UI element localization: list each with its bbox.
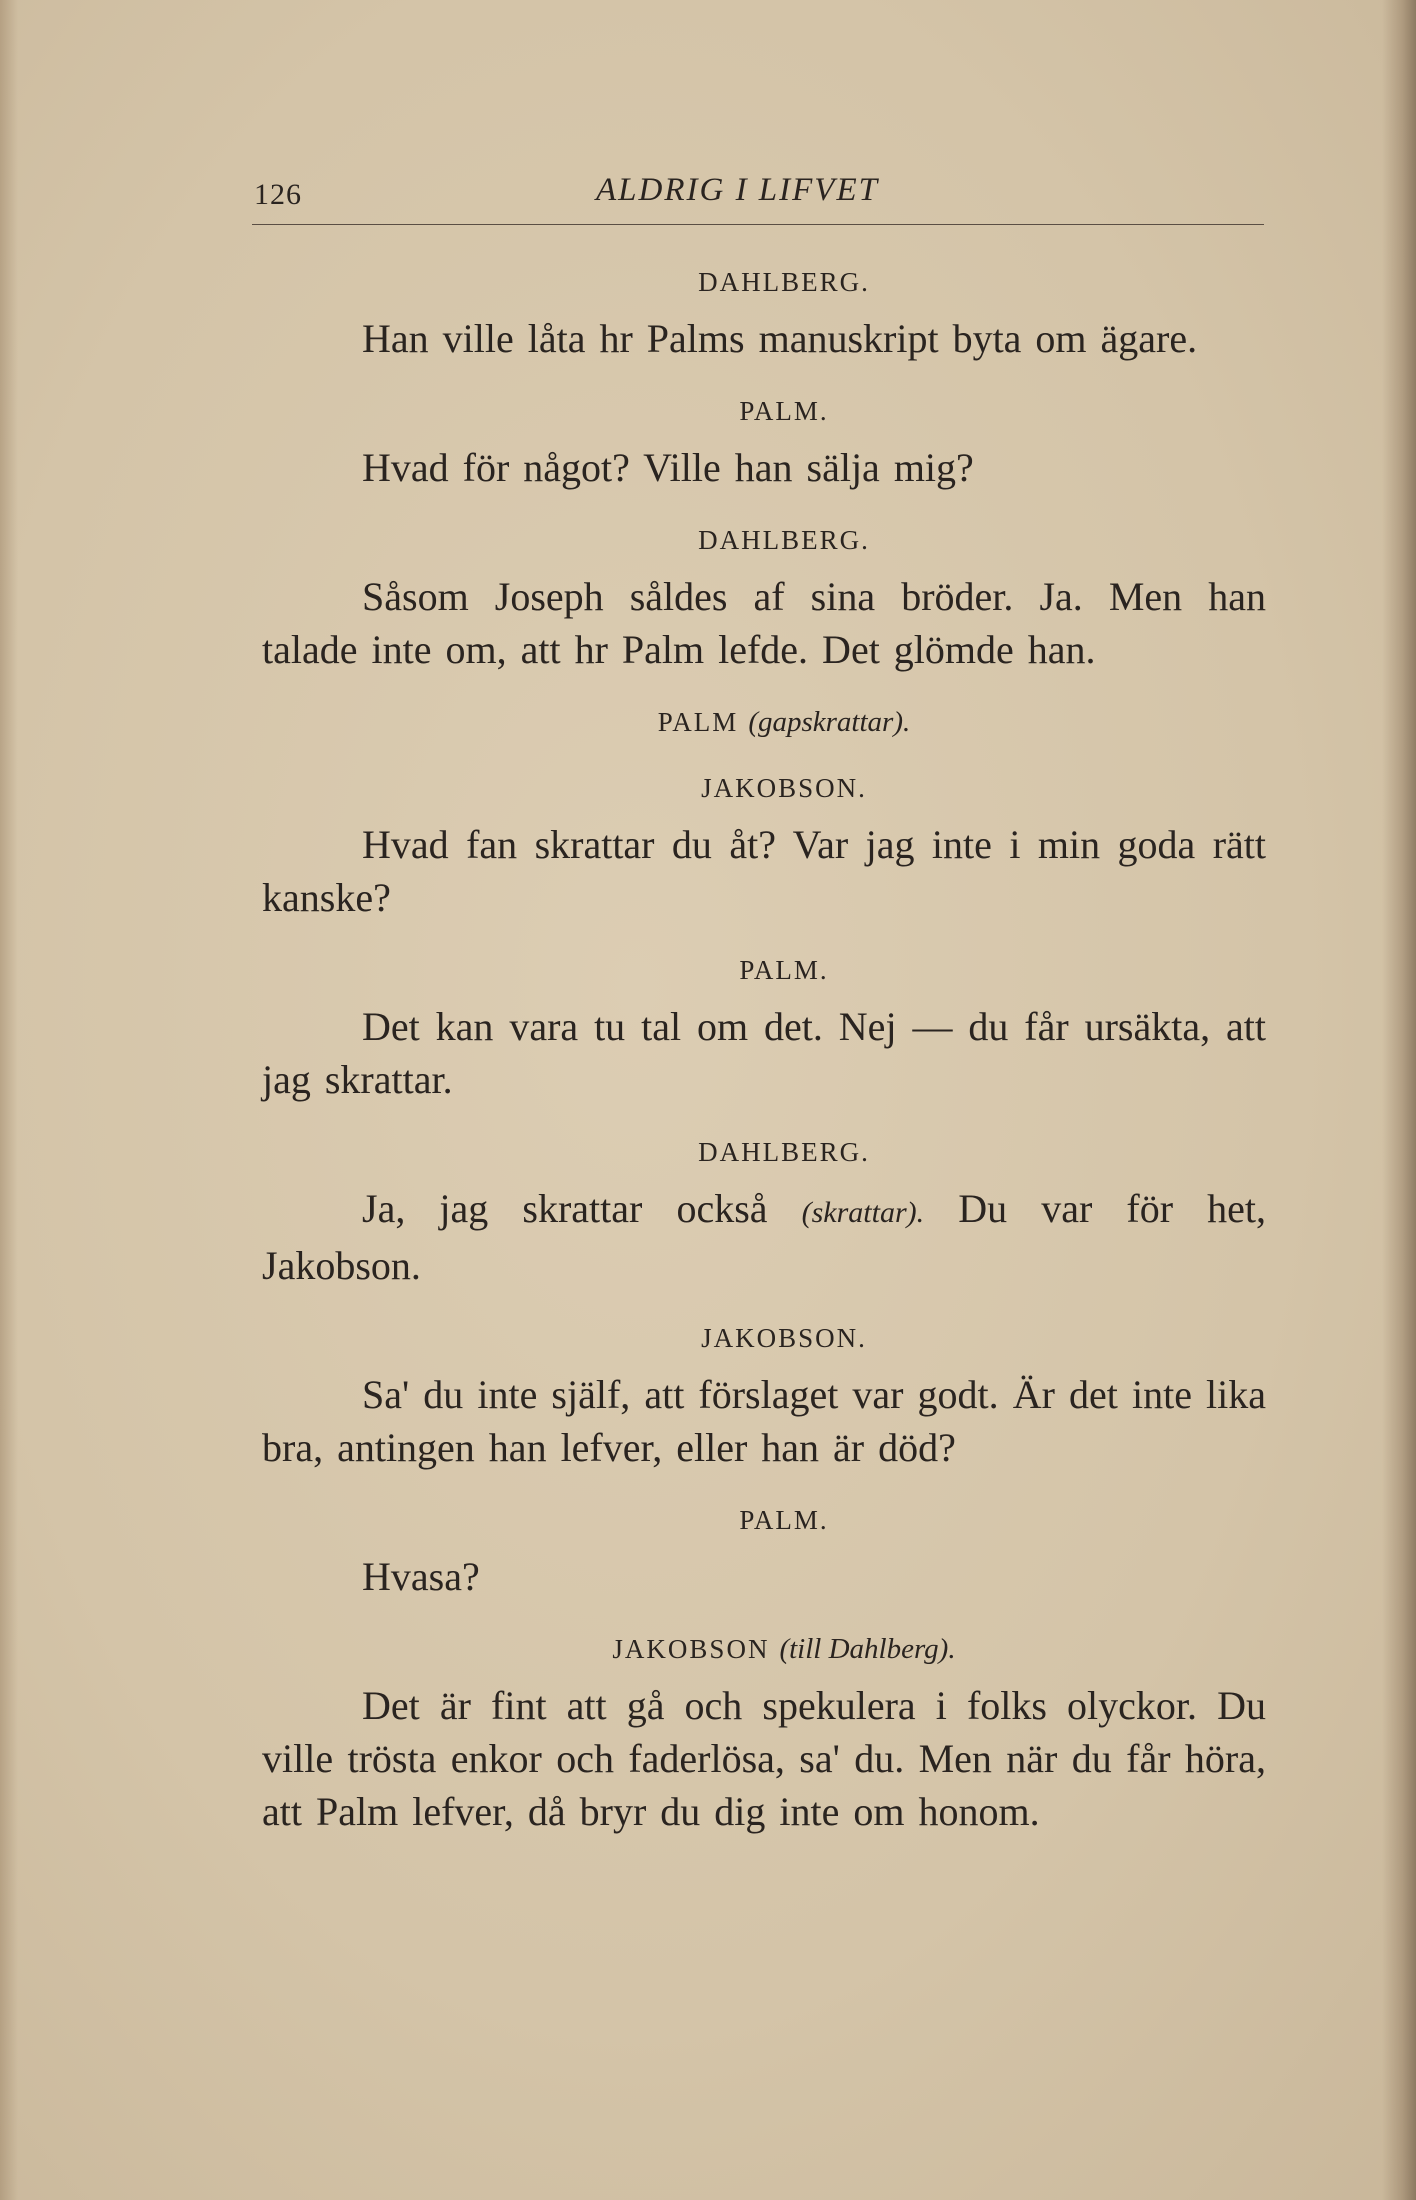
- page-spine-shadow: [1382, 0, 1416, 2200]
- speech-text-part: Ja, jag skrattar också: [362, 1186, 768, 1231]
- page-left-edge: [0, 0, 18, 2200]
- speech-text: Han ville låta hr Palms manuskript byta om ägare.: [362, 316, 1198, 361]
- speech-text-part: Du var för het, Jakobson.: [262, 1186, 1267, 1288]
- speaker-name: PALM.: [739, 1505, 829, 1535]
- speaker-name: DAHLBERG.: [698, 525, 870, 555]
- speech-text: Hvasa?: [362, 1554, 480, 1599]
- stage-direction: (gapskrattar).: [748, 706, 911, 738]
- speaker-with-direction: [262, 1629, 1266, 1669]
- speaker-name: PALM.: [739, 396, 829, 426]
- speaker-name: DAHLBERG.: [698, 267, 870, 297]
- play-text: [262, 262, 1266, 1864]
- page-number: 126: [254, 178, 302, 211]
- speaker-name: JAKOBSON.: [701, 773, 867, 803]
- speaker-name: DAHLBERG.: [698, 1137, 870, 1167]
- speech-text: Det kan vara tu tal om det. Nej — du får ursäkta, att jag skrattar.: [262, 1004, 1266, 1102]
- speaker-with-direction: [262, 702, 1266, 742]
- speaker-name: PALM.: [739, 955, 829, 985]
- inline-stage-direction: (skrattar).: [801, 1196, 925, 1229]
- speech-text: Sa' du inte själf, att förslaget var godt. Är det inte lika bra, antingen han lefver, eller han är död?: [262, 1372, 1266, 1470]
- running-header: [252, 168, 1264, 225]
- speech-text: Hvad för något? Ville han sälja mig?: [362, 445, 974, 490]
- speaker-name: JAKOBSON: [612, 1634, 770, 1664]
- stage-direction: (till Dahlberg).: [779, 1633, 956, 1665]
- speech-text: Såsom Joseph såldes af sina bröder. Ja. Men han talade inte om, att hr Palm lefde. Det glömde han.: [262, 574, 1266, 672]
- speaker-name: JAKOBSON.: [701, 1323, 867, 1353]
- speech-text: [262, 1182, 1266, 1292]
- speech-text: Det är fint att gå och spekulera i folks olyckor. Du ville trösta enkor och faderlösa, sa' du. Men när du får höra, att Palm lefver, då bryr du dig inte om honom.: [262, 1683, 1266, 1834]
- speaker-name: PALM: [657, 707, 739, 737]
- running-title: ALDRIG I LIFVET: [596, 172, 879, 208]
- speech-text: Hvad fan skrattar du åt? Var jag inte i min goda rätt kanske?: [262, 822, 1266, 920]
